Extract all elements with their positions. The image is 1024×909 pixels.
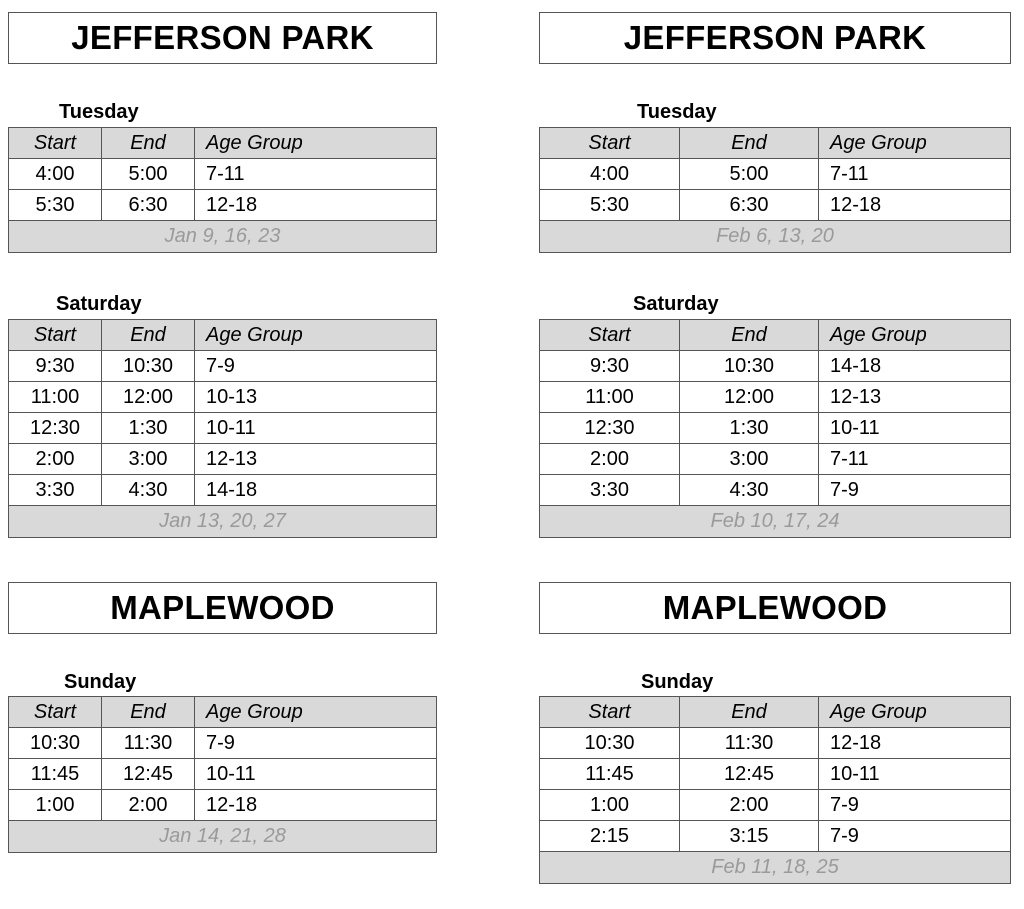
header-start: Start xyxy=(9,128,102,159)
table-row xyxy=(9,790,437,821)
table-row xyxy=(540,728,1011,759)
start-time: 2:15 xyxy=(540,821,680,852)
age-group: 7-11 xyxy=(819,159,1011,190)
table-header-row xyxy=(540,128,1011,159)
age-group: 12-18 xyxy=(819,190,1011,221)
table-row xyxy=(540,413,1011,444)
end-time: 11:30 xyxy=(102,728,195,759)
end-time: 3:00 xyxy=(102,444,195,475)
header-start: Start xyxy=(9,697,102,728)
schedule-table-sunday xyxy=(539,696,1011,884)
header-start: Start xyxy=(540,697,680,728)
end-time: 10:30 xyxy=(102,351,195,382)
table-row xyxy=(540,444,1011,475)
session-dates: Jan 13, 20, 27 xyxy=(9,506,437,538)
end-time: 5:00 xyxy=(680,159,819,190)
table-row xyxy=(9,190,437,221)
start-time: 9:30 xyxy=(540,351,680,382)
dates-row xyxy=(540,852,1011,884)
age-group: 7-9 xyxy=(819,790,1011,821)
age-group: 12-13 xyxy=(819,382,1011,413)
header-end: End xyxy=(102,320,195,351)
end-time: 12:00 xyxy=(102,382,195,413)
start-time: 11:00 xyxy=(9,382,102,413)
dates-row xyxy=(9,821,437,853)
header-start: Start xyxy=(9,320,102,351)
age-group: 12-18 xyxy=(195,790,437,821)
age-group: 10-11 xyxy=(819,413,1011,444)
table-header-row xyxy=(9,697,437,728)
end-time: 2:00 xyxy=(680,790,819,821)
day-label-sunday: Sunday xyxy=(641,671,714,693)
start-time: 2:00 xyxy=(9,444,102,475)
schedule-table-tuesday xyxy=(8,127,437,253)
age-group: 7-9 xyxy=(195,351,437,382)
table-row xyxy=(9,728,437,759)
table-row xyxy=(540,821,1011,852)
schedule-table-saturday xyxy=(539,319,1011,538)
age-group: 12-18 xyxy=(195,190,437,221)
header-age-group: Age Group xyxy=(195,697,437,728)
table-row xyxy=(9,759,437,790)
age-group: 12-13 xyxy=(195,444,437,475)
header-start: Start xyxy=(540,320,680,351)
header-end: End xyxy=(102,128,195,159)
table-header-row xyxy=(540,697,1011,728)
header-age-group: Age Group xyxy=(195,320,437,351)
end-time: 3:00 xyxy=(680,444,819,475)
start-time: 11:45 xyxy=(540,759,680,790)
header-end: End xyxy=(102,697,195,728)
park-title-jefferson: JEFFERSON PARK xyxy=(8,12,437,64)
table-header-row xyxy=(540,320,1011,351)
header-age-group: Age Group xyxy=(819,320,1011,351)
header-age-group: Age Group xyxy=(819,128,1011,159)
start-time: 10:30 xyxy=(540,728,680,759)
start-time: 12:30 xyxy=(9,413,102,444)
park-title-maplewood: MAPLEWOOD xyxy=(8,582,437,634)
start-time: 1:00 xyxy=(9,790,102,821)
end-time: 4:30 xyxy=(680,475,819,506)
start-time: 10:30 xyxy=(9,728,102,759)
park-title-jefferson: JEFFERSON PARK xyxy=(539,12,1011,64)
session-dates: Feb 11, 18, 25 xyxy=(540,852,1011,884)
table-row xyxy=(540,190,1011,221)
start-time: 3:30 xyxy=(540,475,680,506)
table-row xyxy=(9,413,437,444)
schedule-table-tuesday xyxy=(539,127,1011,253)
table-row xyxy=(540,759,1011,790)
age-group: 7-11 xyxy=(819,444,1011,475)
day-label-sunday: Sunday xyxy=(64,671,137,693)
start-time: 12:30 xyxy=(540,413,680,444)
day-label-tuesday: Tuesday xyxy=(637,101,717,123)
end-time: 4:30 xyxy=(102,475,195,506)
end-time: 2:00 xyxy=(102,790,195,821)
table-row xyxy=(540,159,1011,190)
day-label-tuesday: Tuesday xyxy=(59,101,139,123)
schedule-table-sunday xyxy=(8,696,437,853)
table-row xyxy=(9,475,437,506)
start-time: 3:30 xyxy=(9,475,102,506)
header-end: End xyxy=(680,128,819,159)
age-group: 10-13 xyxy=(195,382,437,413)
age-group: 7-9 xyxy=(819,821,1011,852)
end-time: 5:00 xyxy=(102,159,195,190)
end-time: 12:45 xyxy=(102,759,195,790)
header-age-group: Age Group xyxy=(819,697,1011,728)
start-time: 11:45 xyxy=(9,759,102,790)
header-start: Start xyxy=(540,128,680,159)
table-row xyxy=(540,475,1011,506)
table-row xyxy=(9,159,437,190)
end-time: 10:30 xyxy=(680,351,819,382)
day-label-saturday: Saturday xyxy=(633,293,719,315)
end-time: 6:30 xyxy=(102,190,195,221)
table-row xyxy=(540,351,1011,382)
table-row xyxy=(9,382,437,413)
session-dates: Jan 9, 16, 23 xyxy=(9,221,437,253)
end-time: 1:30 xyxy=(680,413,819,444)
header-end: End xyxy=(680,320,819,351)
age-group: 14-18 xyxy=(819,351,1011,382)
session-dates: Feb 6, 13, 20 xyxy=(540,221,1011,253)
age-group: 7-9 xyxy=(819,475,1011,506)
end-time: 11:30 xyxy=(680,728,819,759)
start-time: 5:30 xyxy=(9,190,102,221)
dates-row xyxy=(9,221,437,253)
start-time: 4:00 xyxy=(540,159,680,190)
table-header-row xyxy=(9,320,437,351)
table-row xyxy=(9,444,437,475)
table-row xyxy=(540,790,1011,821)
age-group: 12-18 xyxy=(819,728,1011,759)
start-time: 2:00 xyxy=(540,444,680,475)
end-time: 12:00 xyxy=(680,382,819,413)
end-time: 12:45 xyxy=(680,759,819,790)
end-time: 1:30 xyxy=(102,413,195,444)
dates-row xyxy=(540,506,1011,538)
dates-row xyxy=(540,221,1011,253)
age-group: 10-11 xyxy=(195,759,437,790)
end-time: 3:15 xyxy=(680,821,819,852)
start-time: 4:00 xyxy=(9,159,102,190)
session-dates: Jan 14, 21, 28 xyxy=(9,821,437,853)
session-dates: Feb 10, 17, 24 xyxy=(540,506,1011,538)
header-age-group: Age Group xyxy=(195,128,437,159)
table-header-row xyxy=(9,128,437,159)
park-title-maplewood: MAPLEWOOD xyxy=(539,582,1011,634)
age-group: 10-11 xyxy=(195,413,437,444)
age-group: 7-11 xyxy=(195,159,437,190)
start-time: 11:00 xyxy=(540,382,680,413)
header-end: End xyxy=(680,697,819,728)
start-time: 5:30 xyxy=(540,190,680,221)
start-time: 1:00 xyxy=(540,790,680,821)
dates-row xyxy=(9,506,437,538)
age-group: 14-18 xyxy=(195,475,437,506)
end-time: 6:30 xyxy=(680,190,819,221)
day-label-saturday: Saturday xyxy=(56,293,142,315)
table-row xyxy=(540,382,1011,413)
start-time: 9:30 xyxy=(9,351,102,382)
schedule-table-saturday xyxy=(8,319,437,538)
age-group: 10-11 xyxy=(819,759,1011,790)
age-group: 7-9 xyxy=(195,728,437,759)
table-row xyxy=(9,351,437,382)
